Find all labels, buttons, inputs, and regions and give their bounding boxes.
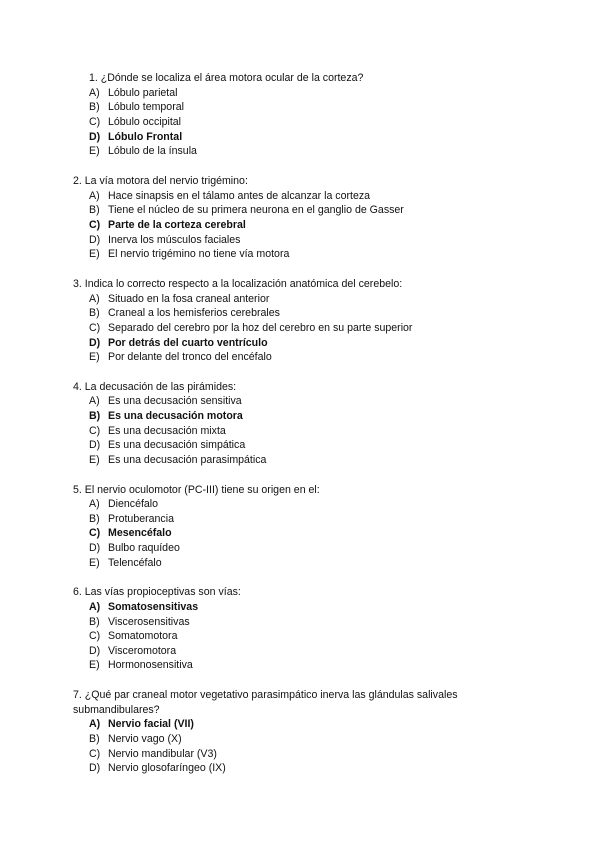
question-stem: 4. La decusación de las pirámides: xyxy=(73,381,237,393)
option-b-correct: B) Es una decusación motora xyxy=(89,410,243,422)
option-b: B) Craneal a los hemisferios cerebrales xyxy=(89,307,280,319)
option-b: B) Protuberancia xyxy=(89,513,174,525)
question-stem: 6. Las vías propioceptivas son vías: xyxy=(73,586,241,598)
option-c: C) Lóbulo occipital xyxy=(89,116,182,128)
question-stem: 1. ¿Dónde se localiza el área motora ocular de la corteza? xyxy=(89,72,364,84)
option-a-correct: A) Nervio facial (VII) xyxy=(89,718,194,730)
question-stem: 7. ¿Qué par craneal motor vegetativo parasimpático inerva las glándulas salivales submandibulares? xyxy=(73,689,458,716)
option-b: B) Viscerosensitivas xyxy=(89,616,190,628)
option-d-correct: D) Lóbulo Frontal xyxy=(89,131,183,143)
option-d: D) Visceromotora xyxy=(89,645,177,657)
option-d: D) Bulbo raquídeo xyxy=(89,542,180,554)
option-d: D) Inerva los músculos faciales xyxy=(89,234,241,246)
question-stem: 2. La vía motora del nervio trigémino: xyxy=(73,175,248,187)
option-a-correct: A) Somatosensitivas xyxy=(89,601,199,613)
option-a: A) Es una decusación sensitiva xyxy=(89,395,242,407)
option-e: E) Por delante del tronco del encéfalo xyxy=(89,351,272,363)
option-c: C) Es una decusación mixta xyxy=(89,425,226,437)
option-e: E) El nervio trigémino no tiene vía motora xyxy=(89,248,290,260)
option-c: C) Somatomotora xyxy=(89,630,178,642)
option-a: A) Situado en la fosa craneal anterior xyxy=(89,293,270,305)
option-a: A) Diencéfalo xyxy=(89,498,159,510)
option-d-correct: D) Por detrás del cuarto ventrículo xyxy=(89,337,268,349)
option-d: D) Nervio glosofaríngeo (IX) xyxy=(89,762,226,774)
option-b: B) Tiene el núcleo de su primera neurona en el ganglio de Gasser xyxy=(89,204,404,216)
option-a: A) Hace sinapsis en el tálamo antes de alcanzar la corteza xyxy=(89,190,371,202)
option-b: B) Nervio vago (X) xyxy=(89,733,182,745)
option-e: E) Lóbulo de la ínsula xyxy=(89,145,197,157)
question-stem: 3. Indica lo correcto respecto a la localización anatómica del cerebelo: xyxy=(73,278,403,290)
option-d: D) Es una decusación simpática xyxy=(89,439,246,451)
option-e: E) Es una decusación parasimpática xyxy=(89,454,267,466)
option-c: C) Nervio mandibular (V3) xyxy=(89,748,217,760)
option-c-correct: C) Parte de la corteza cerebral xyxy=(89,219,246,231)
question-stem: 5. El nervio oculomotor (PC-III) tiene su origen en el: xyxy=(73,484,320,496)
option-b: B) Lóbulo temporal xyxy=(89,101,184,113)
option-e: E) Hormonosensitiva xyxy=(89,659,193,671)
option-c: C) Separado del cerebro por la hoz del cerebro en su parte superior xyxy=(89,322,413,334)
option-e: E) Telencéfalo xyxy=(89,557,162,569)
option-a: A) Lóbulo parietal xyxy=(89,87,178,99)
option-c-correct: C) Mesencéfalo xyxy=(89,527,172,539)
